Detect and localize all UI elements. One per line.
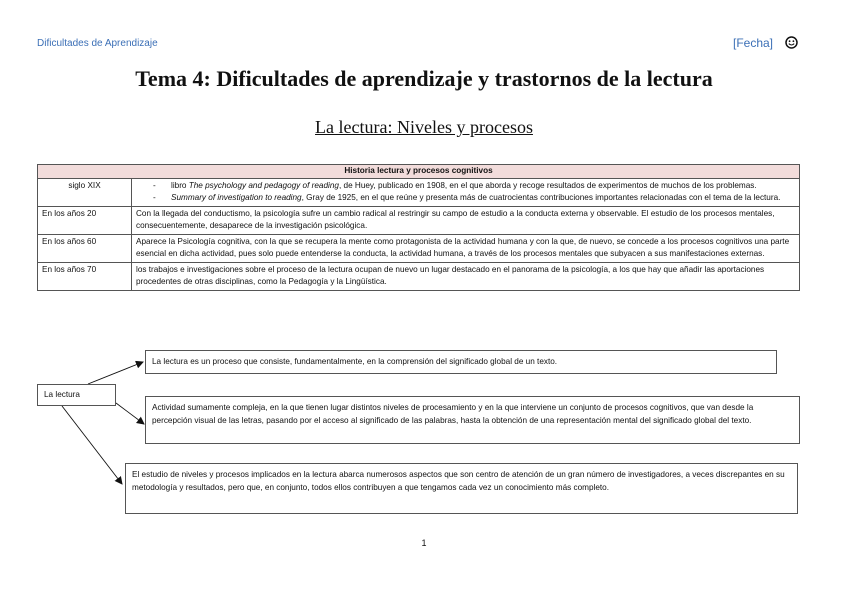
section-title: La lectura: Niveles y procesos [315, 117, 533, 137]
book-title: The psychology and pedagogy of reading [188, 180, 339, 190]
study-text: El estudio de niveles y procesos implicados en la lectura abarca numerosos aspectos que son centro de atención de un gran número de investigadores, a veces discrepantes en su metodología y resultados, pero que, en conjunto, todos ellos contribuyen a que tengamos cada vez un conocimiento más completo. [132, 470, 785, 492]
activity-text: Actividad sumamente compleja, en la que tienen lugar distintos niveles de procesamiento y en la que interviene un conjunto de procesos cognitivos, que van desde la percepción visual de las letras, pasando por el acceso al significado de las palabras, hasta la obtención de una representación mental del significado global del texto. [152, 403, 754, 425]
era-cell: En los años 60 [38, 234, 132, 262]
content-cell: los trabajos e investigaciones sobre el proceso de la lectura ocupan de nuevo un lugar destacado en el panorama de la psicología, a los que hay que añadir las aportaciones procedentes de otras disciplinas, como la Pedagogía y la Lingüística. [132, 262, 800, 290]
arrow-to-definition [88, 362, 143, 384]
diagram-root-label: La lectura [44, 390, 80, 399]
book-title: Summary of investigation to reading [171, 193, 302, 202]
definition-text: La lectura es un proceso que consiste, fundamentalmente, en la comprensión del significado global de un texto. [152, 357, 558, 366]
item-post: , de Huey, publicado en 1908, en el que aborda y recoge resultados de experimentos de muchos de los problemas. [338, 180, 757, 190]
document-title: Tema 4: Dificultades de aprendizaje y trastornos de la lectura [135, 66, 713, 91]
era-cell: En los años 20 [38, 206, 132, 234]
study-box [125, 463, 798, 514]
item-post: , Gray de 1925, en el que reúne y presenta más de cuatrocientas contribuciones importantes relacionadas con el tema de la lectura. [301, 193, 781, 202]
content-cell: Aparece la Psicología cognitiva, con la que se recupera la mente como protagonista de la actividad humana y con la que, de nuevo, se concede a los procesos cognitivos una parte esencial en dicha actividad, pues solo puede entenderse la conducta, la actividad humana, a través de los procesos mentales que subyacen a sus manifestaciones externas. [132, 234, 800, 262]
table-heading: Historia lectura y procesos cognitivos [38, 165, 800, 179]
era-cell: En los años 70 [38, 262, 132, 290]
definition-box [145, 350, 777, 374]
document-header-label: Dificultades de Aprendizaje [37, 38, 158, 49]
era-cell: siglo XIX [38, 178, 132, 206]
content-cell: Con la llegada del conductismo, la psicología sufre un cambio radical al restringir su campo de estudio a la conducta externa y observable. El estudio de los procesos mentales, consecuentemente, desaparece de la investigación psicológica. [132, 206, 800, 234]
page-number: 1 [421, 538, 427, 548]
arrow-to-study [62, 406, 122, 484]
diagram-root-box [37, 384, 116, 406]
activity-box [145, 396, 800, 444]
arrow-to-activity [116, 403, 144, 424]
item-pre: libro [171, 180, 189, 190]
date-placeholder[interactable]: [Fecha] [733, 36, 774, 50]
